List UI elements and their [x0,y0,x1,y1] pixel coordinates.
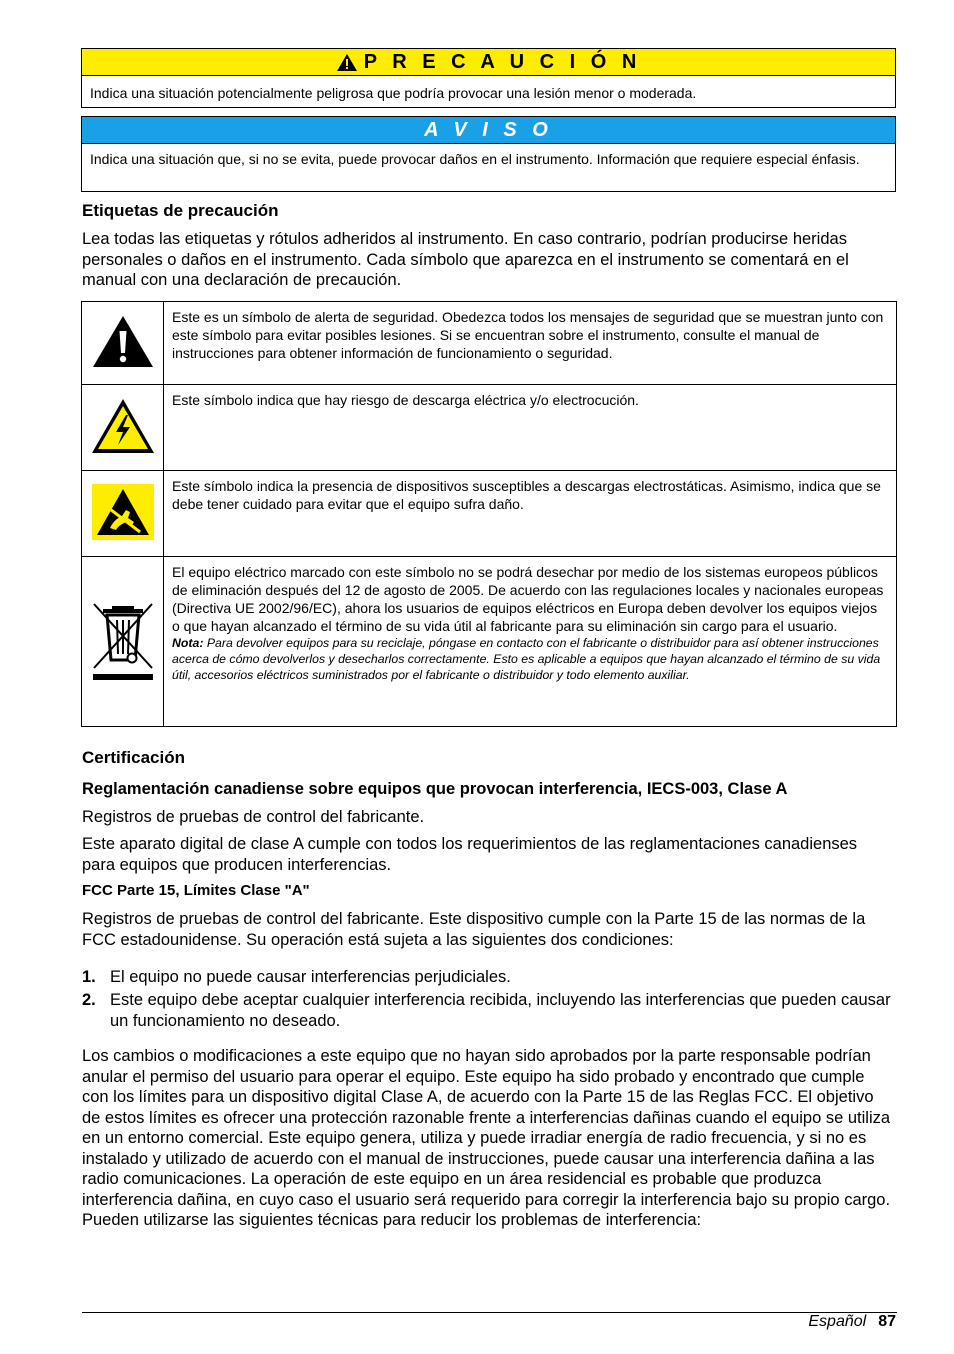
symbol-row [82,385,897,471]
caution-header [82,49,895,76]
notice-header [82,117,895,144]
symbol-text: Este símbolo indica la presencia de dispositivos susceptibles a descargas electrostáticas. Asimismo, indica que se debe tener cuidado para evitar que el equipo sufra daño. [164,471,897,557]
notice-title: A V I S O [424,118,553,141]
labels-intro: Lea todas las etiquetas y rótulos adheridos al instrumento. En caso contrario, podrían producirse heridas personales o daños en el instrumento. Cada símbolo que aparezca en el instrumento se comentará en el manual con una declaración de precaución. [82,230,849,289]
symbol-icon-cell [82,557,164,727]
electric-shock-icon [90,397,156,455]
canada-paragraph-1: Registros de pruebas de control del fabricante. [82,808,425,826]
caution-text: Indica una situación potencialmente peligrosa que podría provocar una lesión menor o moderada. [90,85,697,101]
page-number: 87 [878,1313,896,1330]
caution-title: P R E C A U C I Ó N [363,50,642,73]
canada-paragraph-2: Este aparato digital de clase A cumple con todos los requerimientos de las reglamentaciones canadienses para equipos que producen interferencias. [82,835,858,874]
footer-language: Español [808,1313,867,1330]
symbol-text: Este es un símbolo de alerta de seguridad. Obedezca todos los mensajes de seguridad que se muestran junto con este símbolo para evitar posibles lesiones. Si se encuentran sobre el instrumento, consulte el manual de instrucciones para obtener información de funcionamiento o seguridad. [164,302,897,385]
section-heading-labels: Etiquetas de precaución [82,201,279,220]
note-text: Para devolver equipos para su reciclaje, póngase en contacto con el fabricante o distribuidor para así obtener instrucciones acerca de cómo devolverlos y desecharlos correctamente. Esto es aplicable a equipos que hayan alcanzado el término de su vida útil, accesorios eléctricos suministrados por el fabricante o distribuidor y todo elemento auxiliar. [172,636,881,682]
canada-heading: Reglamentación canadiense sobre equipos que provocan interferencia, IECS-003, Clase A [82,780,788,798]
notice-text: Indica una situación que, si no se evita, puede provocar daños en el instrumento. Información que requiere especial énfasis. [90,151,860,167]
fcc-heading: FCC Parte 15, Límites Clase "A" [82,882,310,899]
page-footer [808,1313,896,1331]
safety-alert-icon [91,313,155,369]
list-item-number: 2. [82,991,96,1009]
list-item-text: El equipo no puede causar interferencias perjudiciales. [110,968,511,986]
symbol-text: Este símbolo indica que hay riesgo de descarga eléctrica y/o electrocución. [164,385,897,471]
note-label: Nota: [172,636,204,650]
symbols-table [81,301,897,727]
fcc-paragraph-1: Registros de pruebas de control del fabricante. Este dispositivo cumple con la Parte 15 de las normas de la FCC estadounidense. Su operación está sujeta a las siguientes dos condiciones: [82,910,866,949]
list-item-text: Este equipo debe aceptar cualquier interferencia recibida, incluyendo las interferencias que pueden causar un funcionamiento no deseado. [110,991,891,1030]
weee-bin-icon [90,598,156,682]
symbol-icon-cell [82,302,164,385]
caution-box [81,48,896,108]
notice-box [81,116,896,192]
fcc-paragraph-2: Los cambios o modificaciones a este equipo que no hayan sido aprobados por la parte responsable podrían anular el permiso del usuario para operar el equipo. Este equipo ha sido probado y encontrado que cumple con los límites para un dispositivo digital Clase A, de acuerdo con la Parte 15 de las Reglas FCC. El objetivo de estos límites es ofrecer una protección razonable frente a interferencias dañinas cuando el equipo se utiliza en un entorno comercial. Este equipo genera, utiliza y puede irradiar energía de radio frecuencia, y si no es instalado y utilizado de acuerdo con el manual de instrucciones, puede causar una interferencia dañina a las radio comunicaciones. La operación de este equipo en un área residencial es probable que produzca interferencia dañina, en cuyo caso el usuario será requerido para corregir la interferencia bajo su propio cargo. Pueden utilizarse las siguientes técnicas para reducir los problemas de interferencia: [82,1047,891,1229]
section-heading-certification: Certificación [82,748,185,767]
list-item-number: 1. [82,968,96,986]
esd-icon [92,484,154,540]
symbol-row [82,302,897,385]
symbol-row [82,557,897,727]
list-item [82,967,892,988]
footer-divider [82,1312,897,1313]
symbol-row [82,471,897,557]
symbol-icon-cell [82,385,164,471]
symbol-icon-cell [82,471,164,557]
list-item [82,990,892,1032]
symbol-text-cell [164,557,897,727]
warning-triangle-icon [336,53,358,72]
symbol-text: El equipo eléctrico marcado con este símbolo no se podrá desechar por medio de los sistemas europeos públicos de eliminación después del 12 de agosto de 2005. De acuerdo con las regulaciones locales y nacionales europeas (Directiva UE 2002/96/EC), ahora los usuarios de equipos eléctricos en Europa deben devolver los equipos viejos o que hayan alcanzado el término de su vida útil al fabricante para su eliminación sin cargo para el usuario. [172,564,884,634]
note [172,635,888,683]
